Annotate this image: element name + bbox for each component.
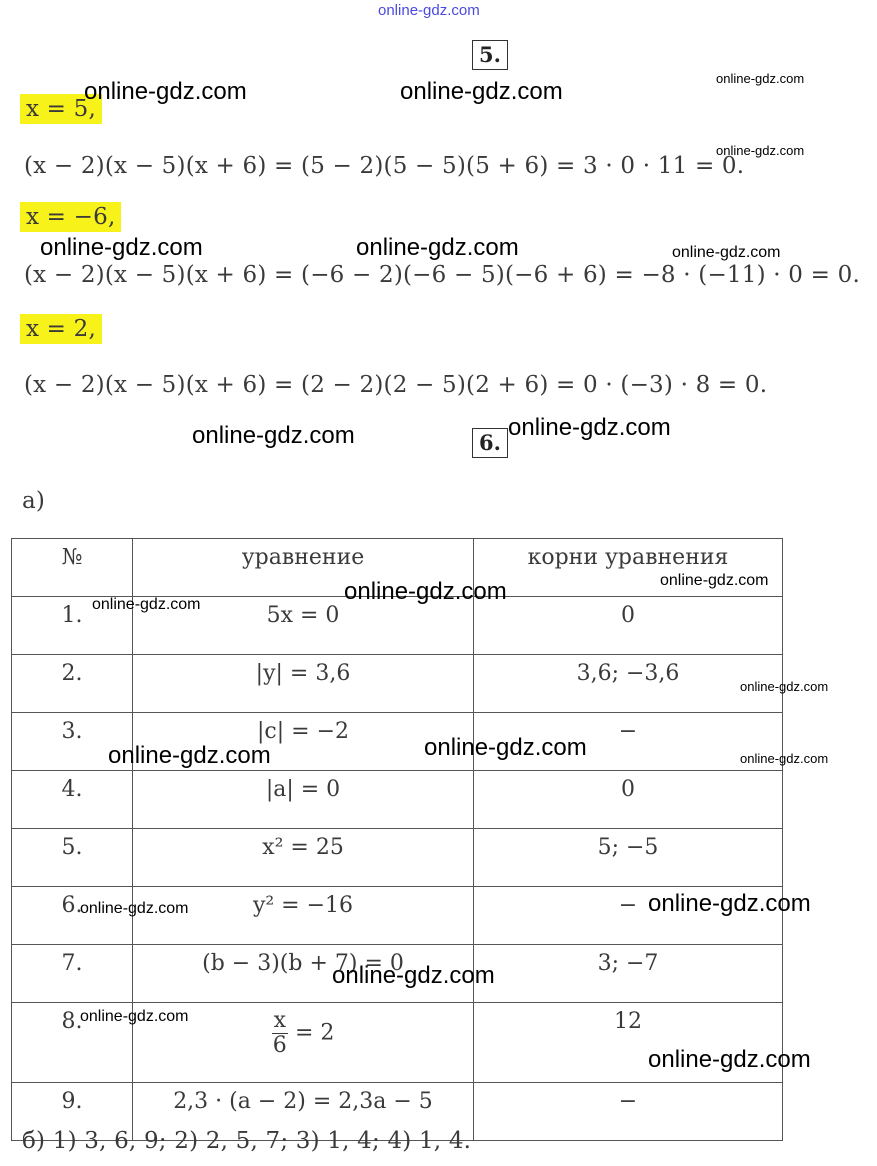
task-5-number: 5. [472, 40, 508, 70]
watermark: online-gdz.com [648, 890, 811, 917]
row-roots: 3,6; −3,6 [474, 655, 783, 713]
table-row [12, 655, 783, 713]
col-header-roots: корни уравнения [474, 539, 783, 597]
row-number: 4. [12, 771, 133, 829]
row-equation: 2,3 · (a − 2) = 2,3a − 5 [133, 1083, 474, 1141]
row-equation: 5x = 0 [133, 597, 474, 655]
watermark: online-gdz.com [740, 751, 829, 766]
row-equation: (b − 3)(b + 7) = 0 [133, 945, 474, 1003]
table-row [12, 829, 783, 887]
row-number: 3. [12, 713, 133, 771]
watermark: online-gdz.com [40, 234, 203, 261]
equation-rhs: = 2 [294, 1020, 335, 1046]
row-equation: |y| = 3,6 [133, 655, 474, 713]
row-roots: − [474, 887, 783, 945]
row-number: 8. [12, 1003, 133, 1083]
watermark: online-gdz.com [660, 572, 769, 589]
row-number: 6. [12, 887, 133, 945]
watermark: online-gdz.com [332, 962, 495, 989]
row-roots: 12 [474, 1003, 783, 1083]
site-header-link[interactable]: online-gdz.com [378, 2, 480, 19]
row-roots: 5; −5 [474, 829, 783, 887]
watermark: online-gdz.com [92, 596, 201, 613]
row-number: 2. [12, 655, 133, 713]
watermark: online-gdz.com [508, 414, 671, 441]
task5-label-3: x = 2, [20, 316, 102, 342]
row-number: 1. [12, 597, 133, 655]
row-equation: |a| = 0 [133, 771, 474, 829]
watermark: online-gdz.com [80, 1008, 189, 1025]
part-b-answers: б) 1) 3, 6, 9; 2) 2, 5, 7; 3) 1, 4; 4) 1, 4. [22, 1128, 472, 1154]
watermark: online-gdz.com [740, 679, 829, 694]
fraction-numerator: x [273, 1008, 286, 1033]
watermark: online-gdz.com [108, 742, 271, 769]
watermark: online-gdz.com [344, 578, 507, 605]
row-equation: |c| = −2 [133, 713, 474, 771]
row-roots: − [474, 1083, 783, 1141]
col-header-number: № [12, 539, 133, 597]
row-number: 5. [12, 829, 133, 887]
task5-equation-2: (x − 2)(x − 5)(x + 6) = (−6 − 2)(−6 − 5)(−6 + 6) = −8 · (−11) · 0 = 0. [24, 262, 860, 288]
row-number: 7. [12, 945, 133, 1003]
watermark: online-gdz.com [84, 78, 247, 105]
watermark: online-gdz.com [80, 900, 189, 917]
watermark: online-gdz.com [716, 143, 805, 158]
watermark: online-gdz.com [356, 234, 519, 261]
row-roots: 0 [474, 597, 783, 655]
fraction-denominator: 6 [272, 1033, 287, 1059]
row-roots: − [474, 713, 783, 771]
task5-equation-3: (x − 2)(x − 5)(x + 6) = (2 − 2)(2 − 5)(2 + 6) = 0 · (−3) · 8 = 0. [24, 372, 768, 398]
part-a-label: а) [22, 488, 46, 514]
row-roots: 0 [474, 771, 783, 829]
watermark: online-gdz.com [716, 71, 805, 86]
task5-equation-1: (x − 2)(x − 5)(x + 6) = (5 − 2)(5 − 5)(5 + 6) = 3 · 0 · 11 = 0. [24, 153, 745, 179]
col-header-equation: уравнение [133, 539, 474, 597]
watermark: online-gdz.com [648, 1046, 811, 1073]
fraction [272, 1009, 288, 1058]
task5-label-2: x = −6, [20, 204, 121, 230]
table-row [12, 771, 783, 829]
row-equation: y² = −16 [133, 887, 474, 945]
row-number: 9. [12, 1083, 133, 1141]
watermark: online-gdz.com [400, 78, 563, 105]
row-equation: x² = 25 [133, 829, 474, 887]
row-roots: 3; −7 [474, 945, 783, 1003]
task-6-number: 6. [472, 428, 508, 458]
watermark: online-gdz.com [672, 244, 781, 261]
watermark: online-gdz.com [424, 734, 587, 761]
watermark: online-gdz.com [192, 422, 355, 449]
task5-label-1: x = 5, [20, 96, 102, 122]
